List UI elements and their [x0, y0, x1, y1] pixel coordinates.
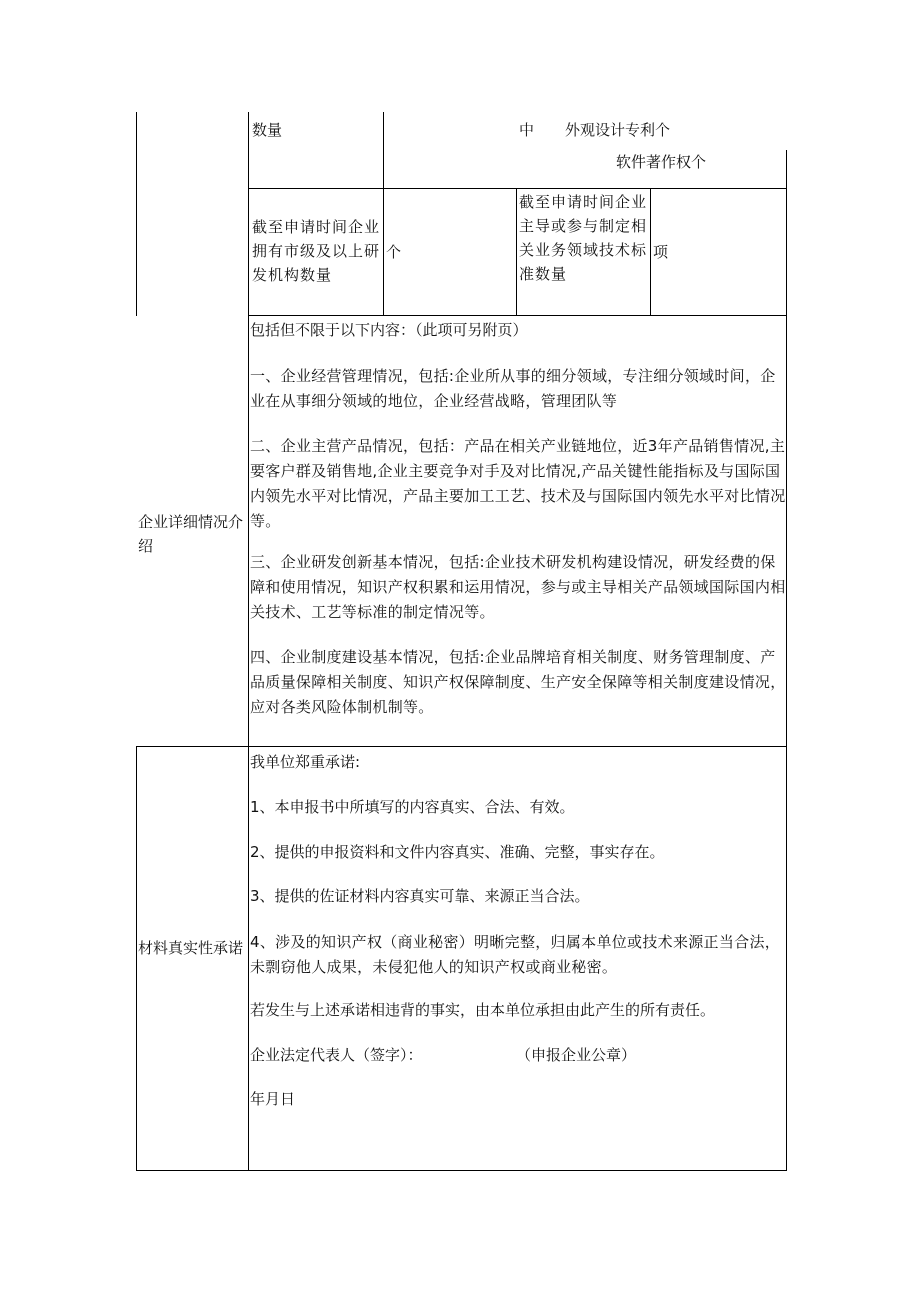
table-line-col2 — [383, 112, 384, 315]
quantity-label: 数量 — [252, 121, 283, 139]
design-patent-count: 外观设计专利个 — [565, 121, 671, 139]
commitment-label: 材料真实性承诺 — [138, 939, 244, 957]
standards-label: 截至申请时间企业主导或参与制定相关业务领域技术标准数量 — [519, 193, 648, 283]
commitment-item-3: 3、提供的佐证材料内容真实可靠、来源正当合法。 — [250, 887, 590, 905]
software-copyright-count: 软件著作权个 — [616, 153, 707, 171]
table-line-row2-bottom — [248, 315, 787, 316]
details-paragraph-4: 四、企业制度建设基本情况，包括:企业品牌培育相关制度、财务管理制度、产品质量保障相关制度、知识产权保障制度、生产安全保障等相关制度建设情况，应对各类风险体制机制等。 — [250, 648, 786, 716]
standards-unit: 项 — [653, 243, 669, 261]
commitment-item-4: 4、涉及的知识产权（商业秘密）明晰完整，归属本单位或技术来源正当合法，未剽窃他人成果，未侵犯他人的知识产权或商业秘密。 — [250, 933, 781, 976]
commitment-item-1: 1、本申报书中所填写的内容真实、合法、有效。 — [250, 798, 575, 816]
details-label: 企业详细情况介绍 — [138, 513, 244, 555]
table-line-left-top — [136, 112, 137, 316]
commitment-statement: 若发生与上述承诺相违背的事实，由本单位承担由此产生的所有责任。 — [250, 1001, 716, 1019]
date-label: 年月日 — [250, 1090, 296, 1108]
commitment-heading: 我单位郑重承诺: — [250, 753, 361, 771]
table-line-row3-bottom — [136, 746, 787, 747]
details-intro: 包括但不限于以下内容：（此项可另附页） — [250, 321, 528, 339]
table-line-left-bottom — [136, 746, 137, 1171]
rd-institution-unit: 个 — [386, 243, 402, 261]
details-paragraph-3: 三、企业研发创新基本情况，包括:企业技术研发机构建设情况，研发经费的保障和使用情况，知识产权积累和运用情况，参与或主导相关产品领域国际国内相关技术、工艺等标准的制定情况等。 — [250, 553, 786, 621]
signature-label: 企业法定代表人（签字）： — [250, 1046, 423, 1064]
seal-label: （申报企业公章） — [516, 1046, 637, 1064]
table-line-row4-bottom — [136, 1170, 787, 1171]
table-line-col3 — [516, 188, 517, 315]
details-paragraph-1: 一、企业经营管理情况，包括:企业所从事的细分领域，专注细分领域时间，企业在从事细分领域的地位，企业经营战略，管理团队等 — [250, 367, 776, 410]
details-paragraph-2: 二、企业主营产品情况，包括：产品在相关产业链地位，近3年产品销售情况,主要客户群及销售地,企业主要竞争对手及对比情况,产品关键性能指标及与国际国内领先水平对比情况，产品主要加工工艺、技术及与国际国内领先水平对比情况等。 — [250, 437, 786, 530]
table-line-right-short — [786, 150, 787, 188]
table-line-col1 — [248, 112, 249, 1171]
table-line-col4 — [650, 188, 651, 315]
table-line-row1-bottom — [248, 188, 787, 189]
commitment-item-2: 2、提供的申报资料和文件内容真实、准确、完整，事实存在。 — [250, 843, 665, 861]
middle-char: 中 — [519, 121, 535, 139]
rd-institution-label: 截至申请时间企业拥有市级及以上研发机构数量 — [252, 218, 381, 284]
